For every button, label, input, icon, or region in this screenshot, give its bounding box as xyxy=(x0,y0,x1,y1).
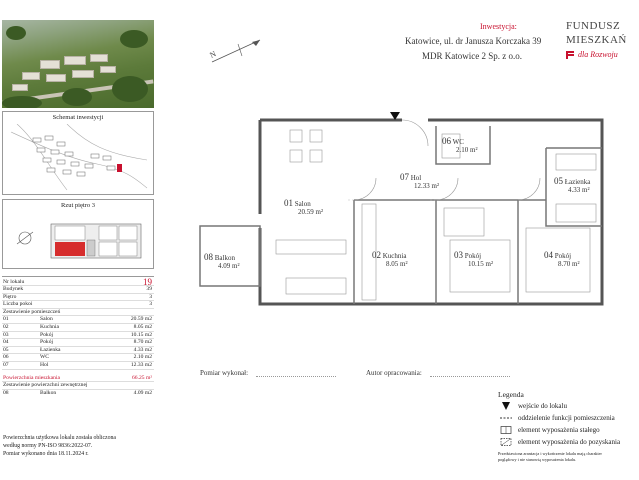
total-label: Powierzchnia mieszkania xyxy=(3,374,61,381)
unit-label: Budynek xyxy=(3,286,24,292)
outdoor-header xyxy=(2,382,154,390)
plan-label-03 xyxy=(454,250,493,268)
investment-label: Inwestycja: xyxy=(480,22,517,31)
legend xyxy=(498,390,638,462)
room-row xyxy=(2,324,154,332)
rooms-header-label: Zestawienie pomieszczeń xyxy=(3,308,61,315)
logo xyxy=(564,20,636,70)
unit-label: Piętro xyxy=(3,293,17,300)
north-label: N xyxy=(208,49,218,60)
legend-label: oddzielenie funkcji pomieszczenia xyxy=(518,414,615,422)
room-area: 8.70 m2 xyxy=(133,339,152,346)
room-name: Kuchnia xyxy=(40,323,59,330)
floor-plan xyxy=(194,108,612,322)
room-row xyxy=(2,316,154,324)
unit-value: 3 xyxy=(149,293,152,300)
room-name: Łazienka xyxy=(40,346,61,353)
unit-value: 3 xyxy=(149,301,152,308)
room-row xyxy=(2,362,154,370)
room-no: 01 xyxy=(3,316,9,323)
room-no: 06 xyxy=(3,354,9,361)
plan-room-area: 20.59 m² xyxy=(298,208,324,216)
plan-room-name: Łazienka xyxy=(564,178,591,186)
room-area: 10.15 m2 xyxy=(130,331,152,338)
plan-label-08 xyxy=(204,252,240,270)
plan-room-no: 01 xyxy=(284,198,293,208)
plan-room-area: 8.70 m² xyxy=(558,260,580,268)
room-name: Hol xyxy=(40,361,49,368)
plan-room-no: 08 xyxy=(204,252,213,262)
room-name: Pokój xyxy=(40,331,54,338)
plan-room-area: 10.15 m² xyxy=(468,260,494,268)
logo-flag-icon xyxy=(566,51,574,59)
room-area: 4.33 m2 xyxy=(133,346,152,353)
room-name: Pokój xyxy=(40,339,54,346)
plan-room-name: Balkon xyxy=(214,254,235,262)
room-area: 12.33 m2 xyxy=(130,361,152,368)
plan-room-name: Salon xyxy=(294,200,311,208)
plan-room-name: WC xyxy=(452,138,464,146)
notes xyxy=(3,434,116,458)
room-row xyxy=(2,339,154,347)
plan-label-01 xyxy=(284,198,323,216)
plan-room-no: 07 xyxy=(400,172,409,182)
legend-title: Legenda xyxy=(498,390,524,399)
unit-row xyxy=(2,294,154,302)
room-area: 8.05 m2 xyxy=(133,323,152,330)
investment-address: Katowice, ul. dr Janusza Korczaka 39 xyxy=(405,36,542,46)
entrance-triangle-icon xyxy=(500,402,512,410)
legend-item-separator xyxy=(498,412,638,424)
floor-mini-map xyxy=(7,212,151,268)
plan-room-name: Pokój xyxy=(554,252,572,260)
room-name: Salon xyxy=(40,316,53,323)
dashed-line-icon xyxy=(500,414,512,422)
plan-room-area: 12.33 m² xyxy=(414,182,440,190)
plan-room-no: 03 xyxy=(454,250,463,260)
plan-room-name: Pokój xyxy=(464,252,482,260)
site-scheme-title: Schemat inwestycji xyxy=(52,114,104,121)
site-scheme-panel xyxy=(2,111,154,195)
logo-line2: MIESZKAŃ xyxy=(566,34,627,46)
room-no: 02 xyxy=(3,323,9,330)
plan-room-area: 8.05 m² xyxy=(386,260,408,268)
rooms-header xyxy=(2,309,154,317)
logo-line3: dla Rozwoju xyxy=(578,50,618,59)
prepared-by-line xyxy=(430,376,510,377)
plan-room-name: Hol xyxy=(410,174,422,182)
room-row xyxy=(2,347,154,355)
plan-room-no: 04 xyxy=(544,250,553,260)
plan-room-name: Kuchnia xyxy=(382,252,407,260)
total-row xyxy=(2,375,154,383)
optional-equipment-icon xyxy=(500,438,512,446)
outdoor-row xyxy=(2,390,154,398)
measured-by-line xyxy=(256,376,336,377)
room-no: 07 xyxy=(3,361,9,368)
room-row xyxy=(2,354,154,362)
note-line: Powierzchnia użytkowa lokalu została obliczona xyxy=(3,435,116,441)
legend-label: wejście do lokalu xyxy=(518,402,567,410)
room-no: 05 xyxy=(3,346,9,353)
plan-label-05 xyxy=(554,176,590,194)
outdoor-header-label: Zestawienie powierzchni zewnętrznej xyxy=(3,382,88,389)
plan-label-04 xyxy=(544,250,580,268)
note-line: Pomiar wykonano dnia 18.11.2024 r. xyxy=(3,451,89,457)
outdoor-name: Balkon xyxy=(40,389,57,396)
total-value: 66.25 m² xyxy=(131,374,152,381)
plan-room-no: 06 xyxy=(442,136,451,146)
aerial-photo xyxy=(2,20,154,108)
legend-footnote-line: Przedstawiona aranżacja i wykończenie lokalu mają charakter xyxy=(498,451,602,456)
floor-panel xyxy=(2,199,154,269)
logo-line1: FUNDUSZ xyxy=(566,20,621,32)
unit-value: 39 xyxy=(146,286,152,292)
measured-by-label: Pomiar wykonał: xyxy=(200,369,249,377)
prepared-by-label: Autor opracowania: xyxy=(366,369,422,377)
floor-title: Rzut piętro 3 xyxy=(61,202,95,209)
legend-item-fixed xyxy=(498,424,638,436)
fixed-equipment-icon xyxy=(500,426,512,434)
plan-room-no: 05 xyxy=(554,176,563,186)
plan-room-area: 4.09 m² xyxy=(218,262,240,270)
unit-table xyxy=(2,276,154,397)
legend-label: element wyposażenia stałego xyxy=(518,426,600,434)
investment-company: MDR Katowice 2 Sp. z o.o. xyxy=(422,51,522,61)
outdoor-no: 08 xyxy=(3,389,9,396)
legend-footnote xyxy=(498,451,638,462)
legend-item-optional xyxy=(498,436,638,448)
unit-row xyxy=(2,286,154,294)
unit-row xyxy=(2,301,154,309)
room-no: 03 xyxy=(3,331,9,338)
room-no: 04 xyxy=(3,339,9,346)
room-name: WC xyxy=(40,354,50,361)
compass-icon xyxy=(208,36,264,66)
plan-room-area: 4.33 m² xyxy=(568,186,590,194)
plan-label-06 xyxy=(442,136,478,154)
unit-label: Nr lokalu xyxy=(3,279,25,285)
unit-value: 19 xyxy=(143,277,152,287)
room-area: 20.59 m2 xyxy=(130,316,152,323)
legend-footnote-line: poglądowy i nie stanowią wyposażenia lokalu. xyxy=(498,456,577,462)
plan-label-07 xyxy=(400,172,439,190)
note-line: według normy PN-ISO 9836:2022-07. xyxy=(3,443,93,449)
site-scheme-map xyxy=(7,124,151,192)
plan-label-02 xyxy=(372,250,408,268)
unit-row xyxy=(2,276,154,286)
legend-label: element wyposażenia do pozyskania xyxy=(518,438,621,446)
room-row xyxy=(2,332,154,340)
legend-item-entrance xyxy=(498,400,638,412)
outdoor-area: 4.09 m2 xyxy=(133,389,152,396)
plan-room-no: 02 xyxy=(372,250,381,260)
room-area: 2.10 m2 xyxy=(133,354,152,361)
unit-label: Liczba pokoi xyxy=(3,301,33,308)
plan-room-area: 2.10 m² xyxy=(456,146,478,154)
